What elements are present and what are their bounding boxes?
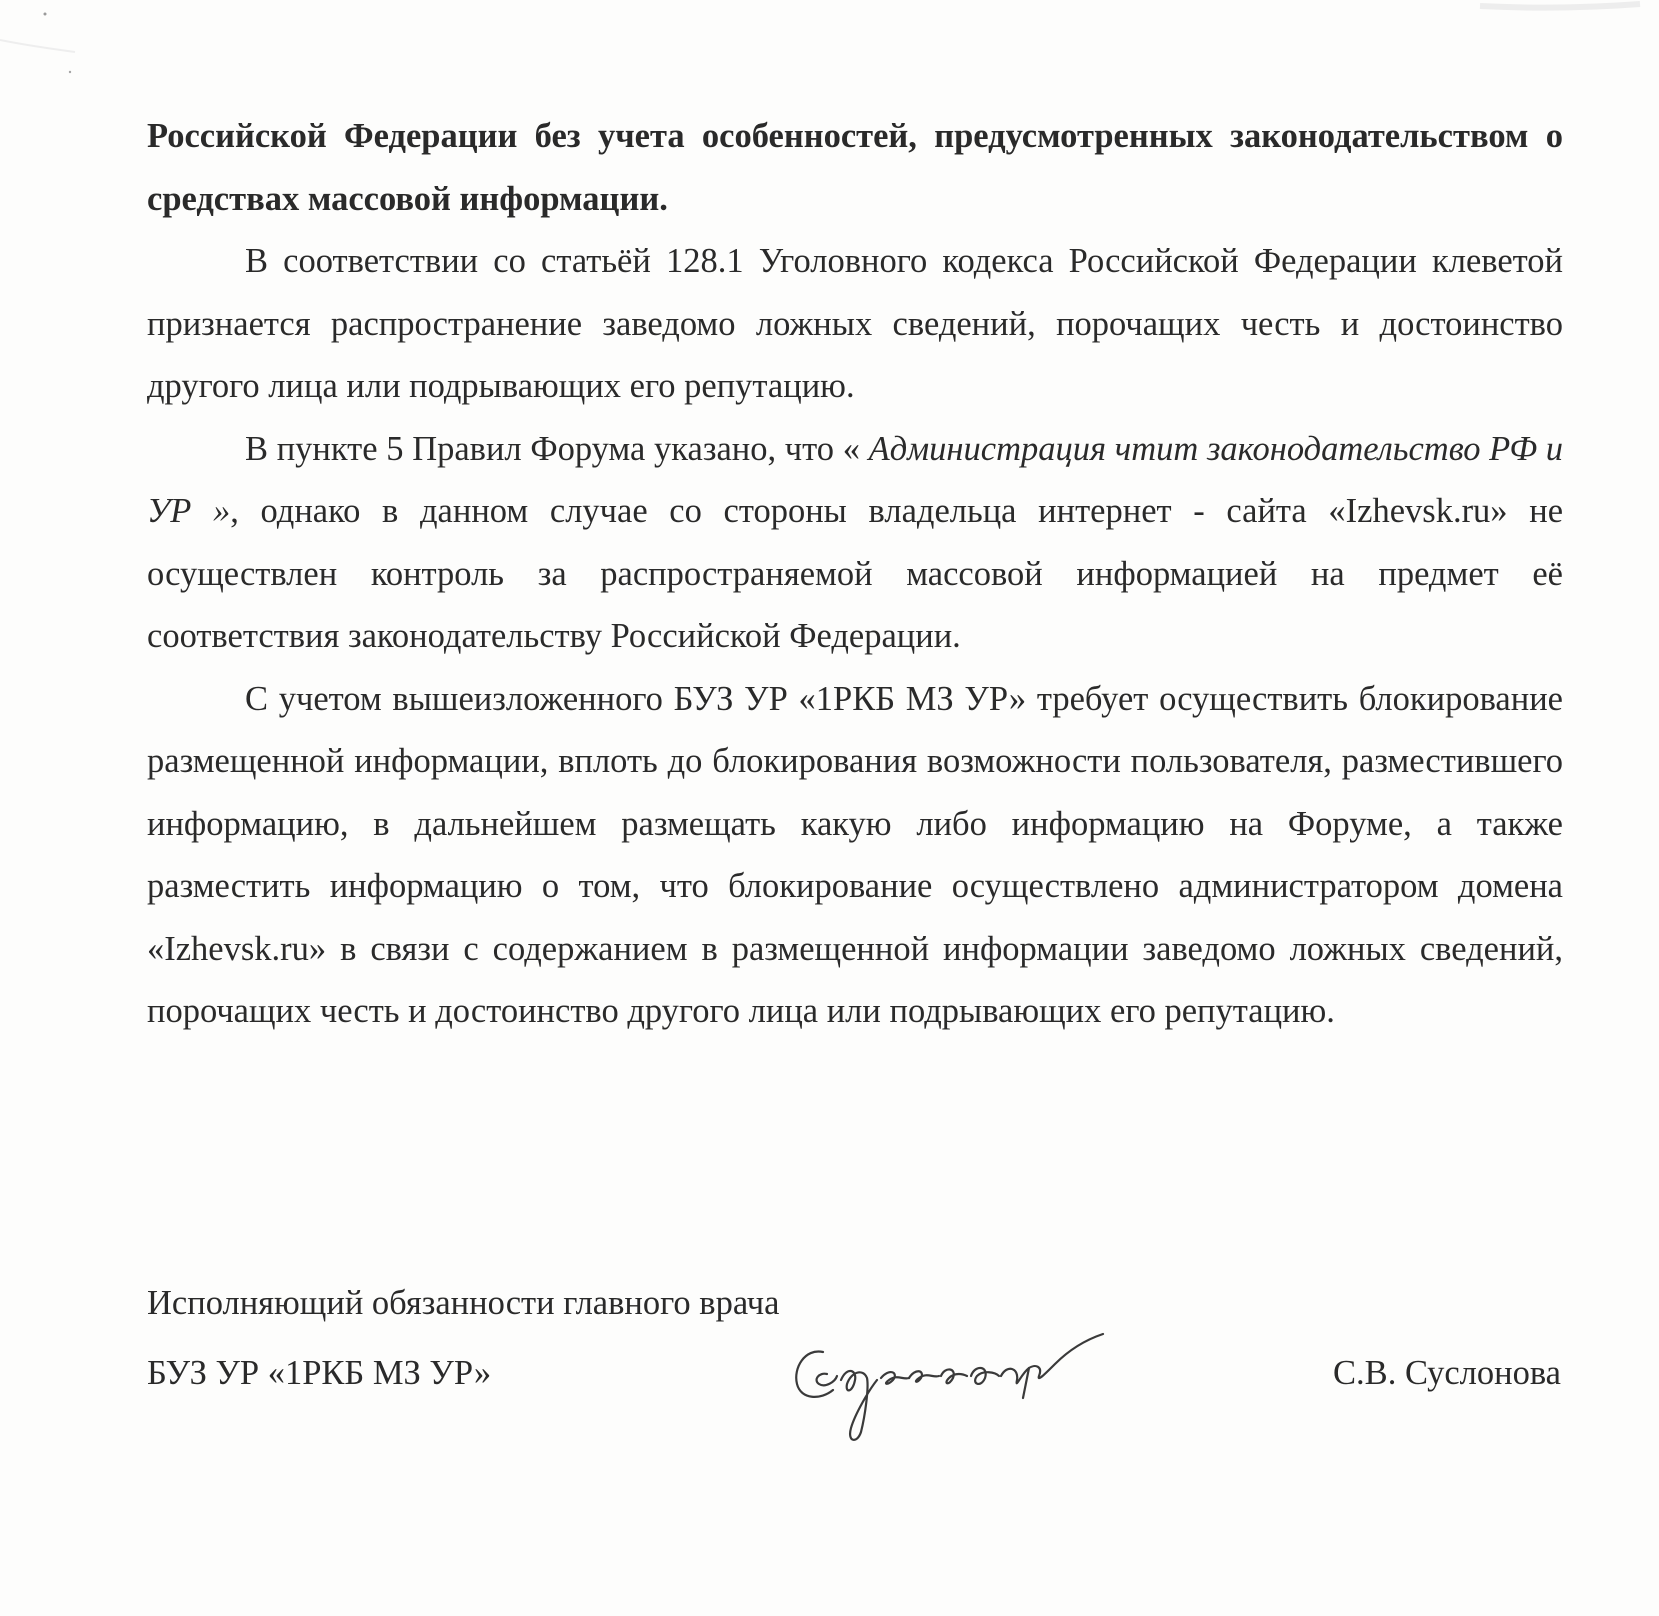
signatory-position: Исполняющий обязанности главного врача: [147, 1284, 780, 1322]
scan-artifact: [0, 0, 1659, 90]
forum-rules-rest: , однако в данном случае со стороны владельца интернет - сайта «Izhevsk.ru» не осуществлен контроль за распространяемой массовой информацией на предмет её соответствия законодательству Российской Федерации.: [147, 492, 1564, 655]
paragraph-demand: С учетом вышеизложенного БУЗ УР «1РКБ МЗ УР» требует осуществить блокирование размещенной информации, вплоть до блокирования возможности пользователя, разместившего информацию, в дальнейшем размещать какую либо информацию на Форуме, а также разместить информацию о том, что блокирование осуществлено администратором домена «Izhevsk.ru» в связи с содержанием в размещенной информации заведомо ложных сведений, порочащих честь и достоинство другого лица или подрывающих его репутацию.: [147, 679, 1563, 1030]
signatory-organization: БУЗ УР «1РКБ МЗ УР»: [147, 1354, 492, 1392]
signatory-name: С.В. Суслонова: [1333, 1354, 1561, 1392]
handwritten-signature: [785, 1320, 1145, 1450]
paragraph-intro-bold: Российской Федерации без учета особенностей, предусмотренных законодательством о средствах массовой информации.: [147, 117, 1563, 218]
paragraph-article-128: В соответствии со статьёй 128.1 Уголовного кодекса Российской Федерации клеветой признается распространение заведомо ложных сведений, порочащих честь и достоинство другого лица или подрывающих его репутацию.: [147, 242, 1563, 405]
letter-body: [147, 105, 1563, 1043]
forum-rules-lead: В пункте 5 Правил Форума указано, что «: [245, 429, 869, 468]
paragraph-forum-rules: [147, 418, 1563, 668]
forum-rules-quote: Администрация чтит законодательство РФ и УР »: [147, 429, 1563, 530]
